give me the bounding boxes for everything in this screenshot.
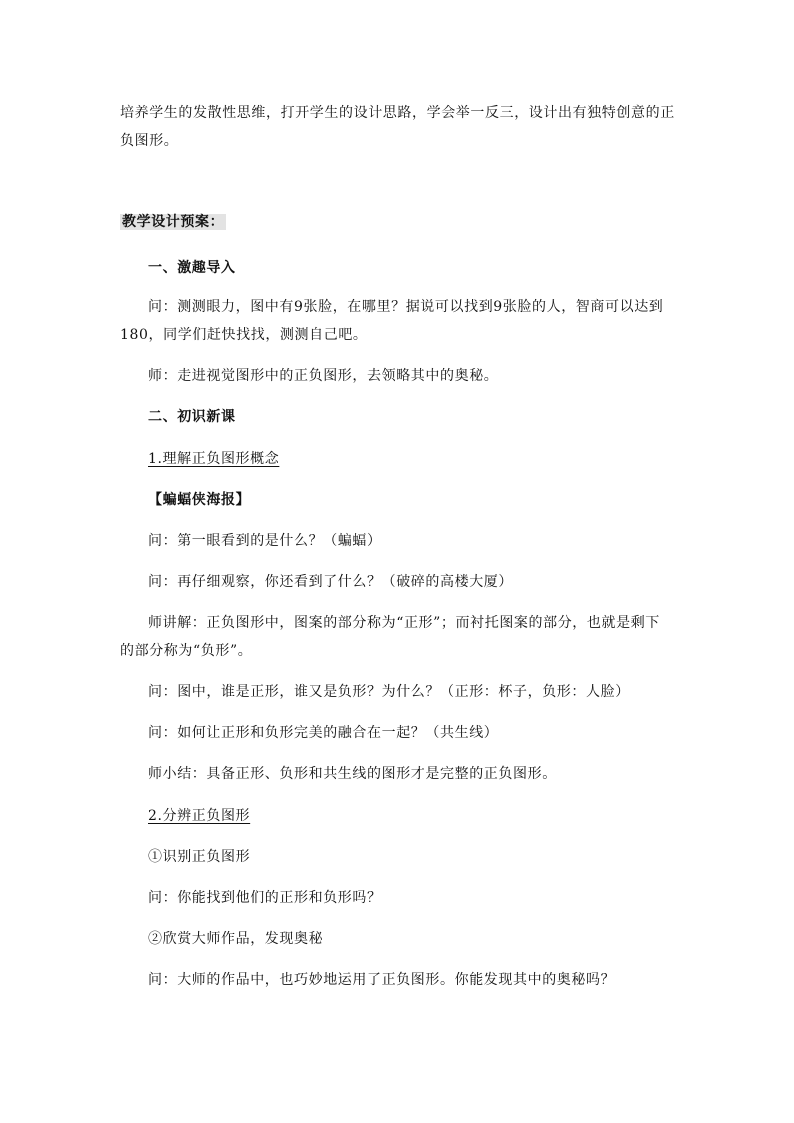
section1-question-line-2: 180，同学们赶快找找，测测自己吧。 [120, 327, 368, 343]
plan-title-text: 教学设计预案： [122, 214, 225, 230]
subsection-2-title: 2.分辨正负图形 [148, 808, 251, 824]
poster-label: 【蝙蝠侠海报】 [148, 492, 251, 508]
intro-line-1: 培养学生的发散性思维，打开学生的设计思路，学会举一反三，设计出有独特创意的正 [120, 105, 675, 121]
question-2: 问：再仔细观察，你还看到了什么？（破碎的高楼大厦） [148, 574, 513, 590]
item-1: ①识别正负图形 [148, 849, 251, 865]
teacher-summary: 师小结：具备正形、负形和共生线的图形才是完整的正负图形。 [148, 766, 557, 782]
question-5: 问：你能找到他们的正形和负形吗？ [148, 890, 382, 906]
explain-line-1: 师讲解：正负图形中，图案的部分称为“正形”；而衬托图案的部分，也就是剩下 [148, 615, 660, 631]
question-4: 问：如何让正形和负形完美的融合在一起？（共生线） [148, 725, 499, 741]
item-2: ②欣赏大师作品，发现奥秘 [148, 931, 324, 947]
section2-heading: 二、初识新课 [148, 409, 236, 425]
question-6: 问：大师的作品中，也巧妙地运用了正负图形。你能发现其中的奥秘吗？ [148, 972, 616, 988]
explain-line-2: 的部分称为“负形”。 [120, 643, 253, 659]
question-1: 问：第一眼看到的是什么？（蝙蝠） [148, 533, 382, 549]
question-3: 问：图中，谁是正形，谁又是负形？为什么？（正形：杯子，负形：人脸） [148, 684, 630, 700]
section1-teacher-line: 师：走进视觉图形中的正负图形，去领略其中的奥秘。 [148, 368, 499, 384]
intro-line-2: 负图形。 [120, 133, 179, 149]
section1-question-line-1: 问：测测眼力，图中有9张脸，在哪里？据说可以找到9张脸的人，智商可以达到 [148, 299, 664, 315]
subsection-1-title: 1.理解正负图形概念 [148, 451, 280, 467]
section1-heading: 一、激趣导入 [148, 260, 236, 276]
plan-title [120, 212, 226, 232]
